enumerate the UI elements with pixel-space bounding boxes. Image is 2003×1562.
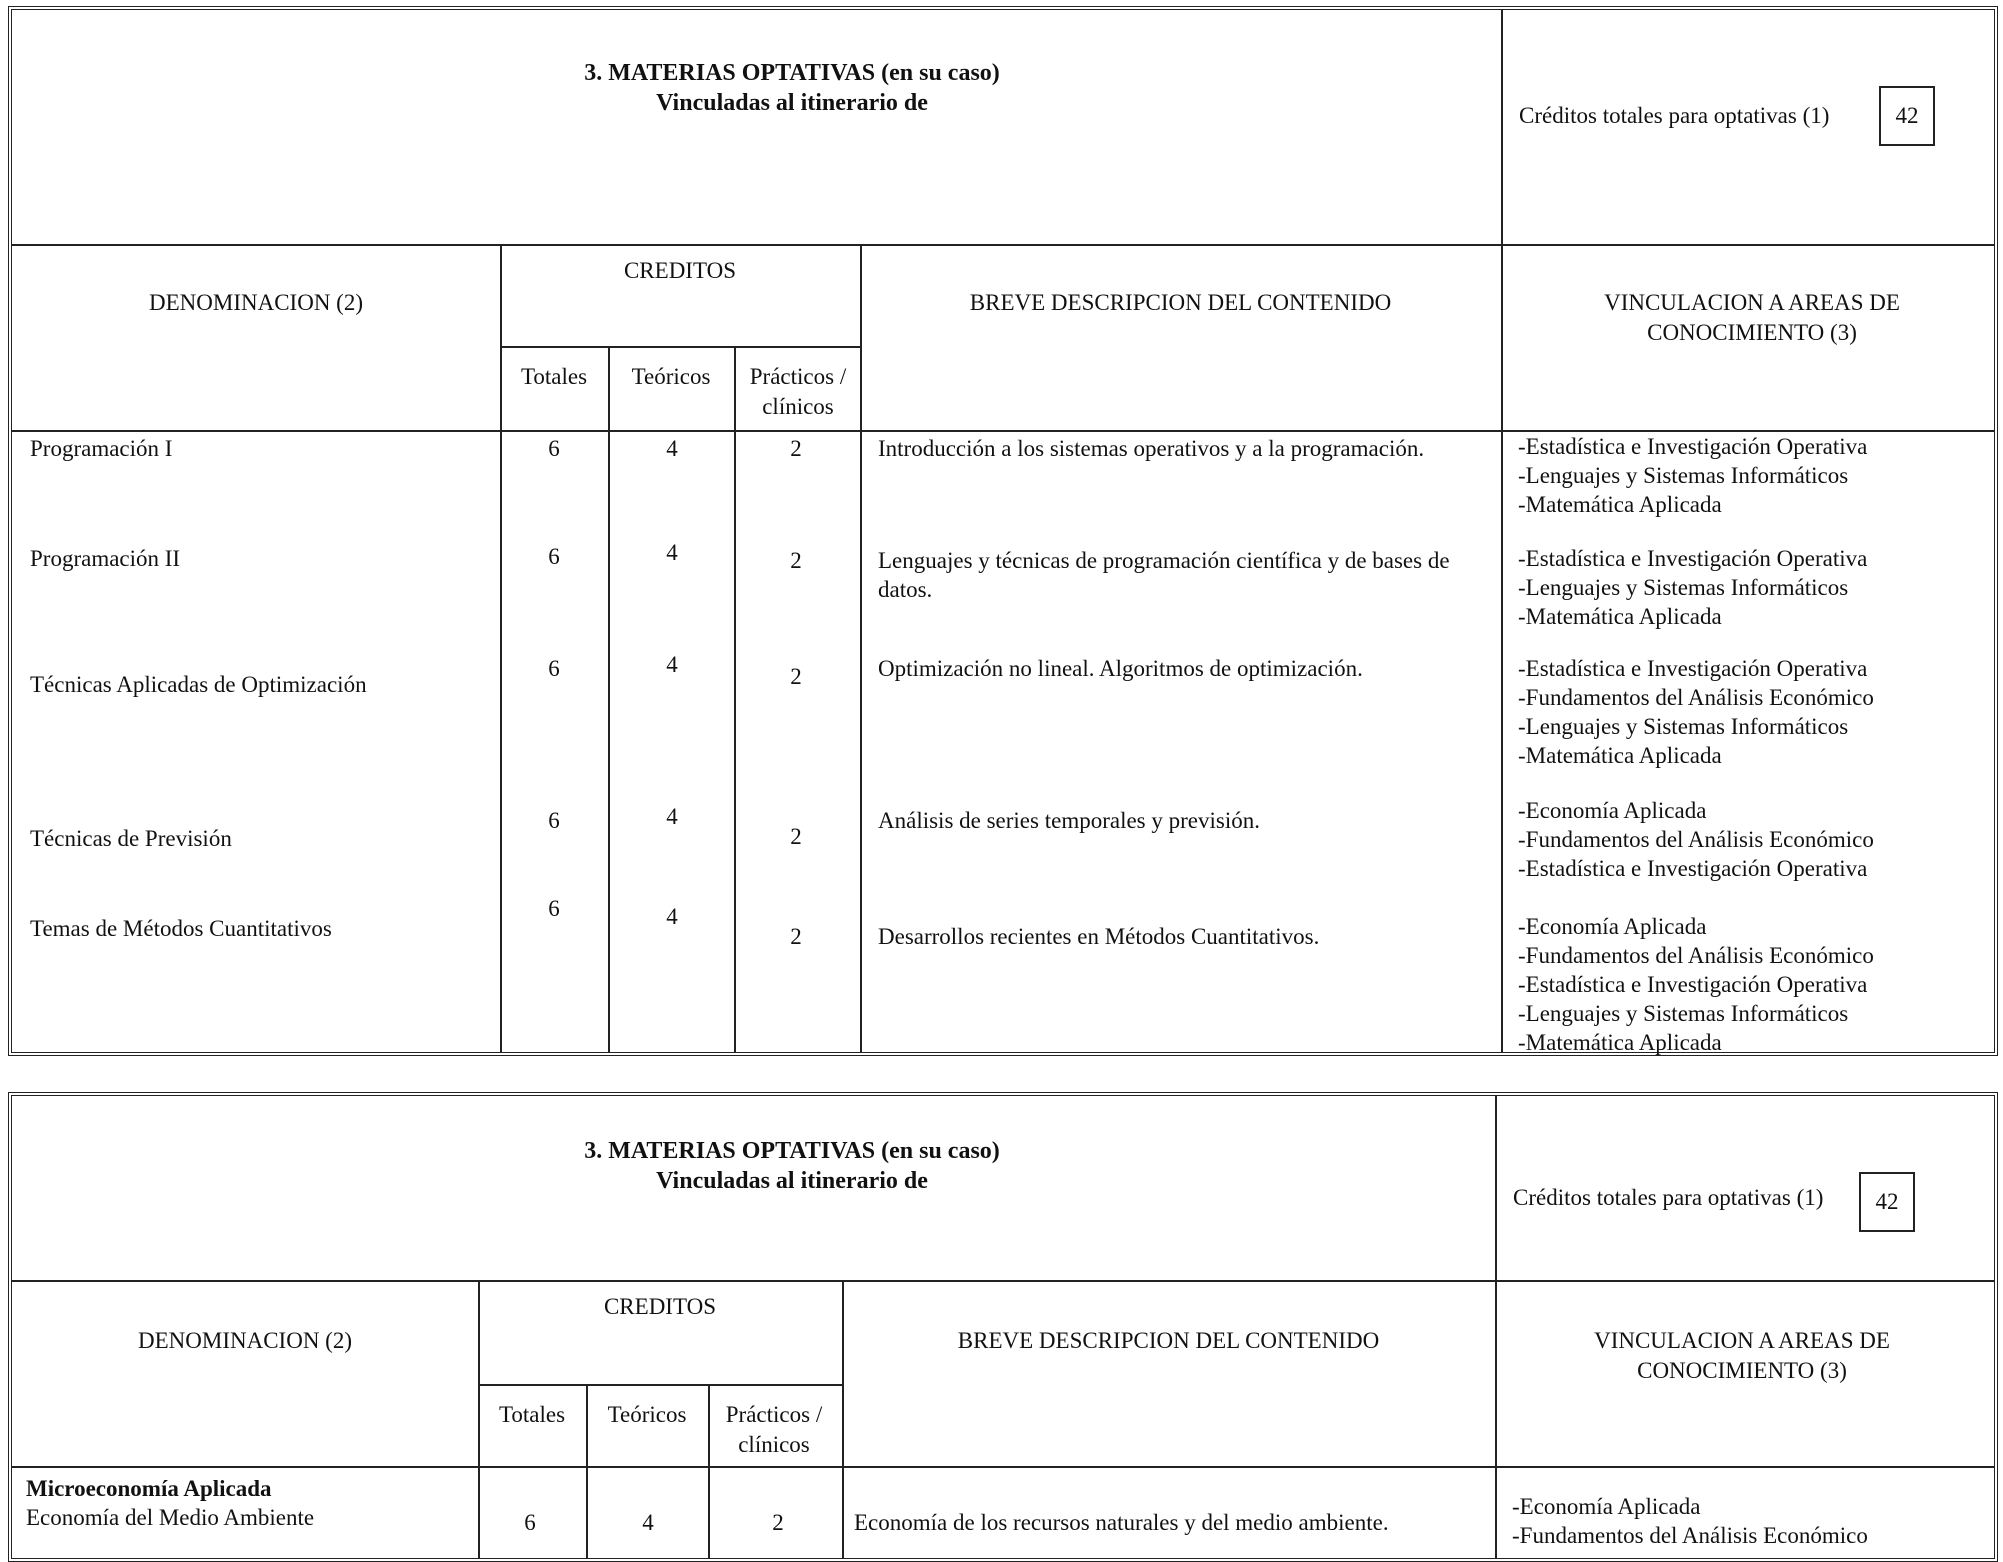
row-teoricos: 4 xyxy=(666,904,678,929)
credits-total-label: Créditos totales para optativas (1) xyxy=(1519,103,1830,128)
area-item: -Lenguajes y Sistemas Informáticos xyxy=(1518,575,1849,600)
col-divider xyxy=(608,346,610,1052)
table-title xyxy=(342,1136,1242,1196)
col-header-vinculacion: VINCULACION A AREAS DE CONOCIMIENTO (3) xyxy=(1604,290,1900,345)
col-header-denominacion: DENOMINACION (2) xyxy=(138,1328,352,1353)
row-areas xyxy=(1512,1492,1868,1550)
row-teoricos: 4 xyxy=(642,1510,654,1535)
row-name: Técnicas de Previsión xyxy=(30,826,232,851)
subtitle-text: Vinculadas al itinerario de xyxy=(656,90,928,116)
col-header-practicos: Prácticos / clínicos xyxy=(749,364,847,419)
area-item: -Matemática Aplicada xyxy=(1518,492,1722,517)
row-teoricos: 4 xyxy=(666,652,678,677)
area-item: -Estadística e Investigación Operativa xyxy=(1518,972,1868,997)
row-teoricos: 4 xyxy=(666,436,678,461)
col-header-teoricos: Teóricos xyxy=(607,1402,687,1427)
col-divider xyxy=(842,1280,844,1558)
table-materias-optativas-1 xyxy=(8,6,1998,1056)
col-header-creditos: CREDITOS xyxy=(603,1294,717,1319)
col-divider xyxy=(860,244,862,1052)
area-item: -Estadística e Investigación Operativa xyxy=(1518,546,1868,571)
row-descripcion: Lenguajes y técnicas de programación científica y de bases de datos. xyxy=(878,548,1450,602)
col-header-denominacion: DENOMINACION (2) xyxy=(149,290,363,315)
row-name: Técnicas Aplicadas de Optimización xyxy=(30,672,367,697)
title-text: 3. MATERIAS OPTATIVAS (en su caso) xyxy=(584,60,1000,86)
area-item: -Economía Aplicada xyxy=(1512,1494,1701,1519)
row-teoricos: 4 xyxy=(666,540,678,565)
row-group-name xyxy=(26,1474,314,1532)
area-item: -Fundamentos del Análisis Económico xyxy=(1512,1523,1868,1548)
credits-total-label: Créditos totales para optativas (1) xyxy=(1513,1185,1824,1210)
row-practicos: 2 xyxy=(790,824,802,849)
row-descripcion: Optimización no lineal. Algoritmos de optimización. xyxy=(878,656,1363,681)
col-divider xyxy=(708,1384,710,1558)
title-text: 3. MATERIAS OPTATIVAS (en su caso) xyxy=(584,1138,1000,1164)
area-item: -Estadística e Investigación Operativa xyxy=(1518,856,1868,881)
area-item: -Fundamentos del Análisis Económico xyxy=(1518,827,1874,852)
col-header-totales: Totales xyxy=(520,364,588,389)
col-header-descripcion: BREVE DESCRIPCION DEL CONTENIDO xyxy=(957,1328,1380,1353)
col-divider xyxy=(734,346,736,1052)
col-header-practicos: Prácticos / clínicos xyxy=(725,1402,823,1457)
table-title xyxy=(342,58,1242,118)
col-divider xyxy=(1501,244,1503,1052)
credits-total-cell xyxy=(1501,10,1994,244)
col-header-creditos: CREDITOS xyxy=(623,258,737,283)
row-areas xyxy=(1518,654,1874,770)
row-totales: 6 xyxy=(548,808,560,833)
row-totales: 6 xyxy=(524,1510,536,1535)
row-name: Economía del Medio Ambiente xyxy=(26,1505,315,1530)
area-item: -Matemática Aplicada xyxy=(1518,743,1722,768)
row-totales: 6 xyxy=(548,896,560,921)
creditos-subheader-line xyxy=(500,346,860,348)
area-item: -Lenguajes y Sistemas Informáticos xyxy=(1518,463,1849,488)
row-name: Programación I xyxy=(30,436,173,461)
area-item: -Lenguajes y Sistemas Informáticos xyxy=(1518,1001,1849,1026)
row-descripcion: Introducción a los sistemas operativos y a la programación. xyxy=(878,436,1425,461)
row-name: Temas de Métodos Cuantitativos xyxy=(30,916,332,941)
credits-total-value: 42 xyxy=(1879,86,1935,146)
area-item: -Lenguajes y Sistemas Informáticos xyxy=(1518,714,1849,739)
col-divider xyxy=(1495,1280,1497,1558)
table-header-section xyxy=(12,1096,1994,1282)
row-teoricos: 4 xyxy=(666,804,678,829)
row-areas xyxy=(1518,796,1874,883)
area-item: -Estadística e Investigación Operativa xyxy=(1518,656,1868,681)
row-practicos: 2 xyxy=(790,436,802,461)
row-totales: 6 xyxy=(548,656,560,681)
row-totales: 6 xyxy=(548,544,560,569)
row-descripcion: Análisis de series temporales y previsión. xyxy=(878,808,1260,833)
col-header-totales: Totales xyxy=(498,1402,566,1427)
row-areas xyxy=(1518,432,1867,519)
row-name: Programación II xyxy=(30,546,181,571)
area-item: -Economía Aplicada xyxy=(1518,914,1707,939)
row-group: Microeconomía Aplicada xyxy=(26,1476,272,1501)
creditos-subheader-line xyxy=(478,1384,842,1386)
area-item: -Estadística e Investigación Operativa xyxy=(1518,434,1868,459)
row-descripcion: Desarrollos recientes en Métodos Cuantitativos. xyxy=(878,924,1320,949)
area-item: -Fundamentos del Análisis Económico xyxy=(1518,685,1874,710)
area-item: -Economía Aplicada xyxy=(1518,798,1707,823)
row-practicos: 2 xyxy=(772,1510,784,1535)
row-descripcion: Economía de los recursos naturales y del medio ambiente. xyxy=(854,1510,1389,1535)
row-practicos: 2 xyxy=(790,548,802,573)
area-item: -Matemática Aplicada xyxy=(1518,604,1722,629)
row-areas xyxy=(1518,912,1874,1057)
table-materias-optativas-2 xyxy=(8,1092,1998,1562)
header-bottom-line xyxy=(12,1466,1994,1468)
area-item: -Fundamentos del Análisis Económico xyxy=(1518,943,1874,968)
row-areas xyxy=(1518,544,1867,631)
credits-total-value: 42 xyxy=(1859,1172,1915,1232)
row-practicos: 2 xyxy=(790,664,802,689)
credits-total-cell xyxy=(1495,1096,1994,1280)
col-header-descripcion: BREVE DESCRIPCION DEL CONTENIDO xyxy=(969,290,1392,315)
subtitle-text: Vinculadas al itinerario de xyxy=(656,1168,928,1194)
table-header-section xyxy=(12,10,1994,246)
col-header-vinculacion: VINCULACION A AREAS DE CONOCIMIENTO (3) xyxy=(1594,1328,1890,1383)
row-practicos: 2 xyxy=(790,924,802,949)
col-header-teoricos: Teóricos xyxy=(631,364,711,389)
row-totales: 6 xyxy=(548,436,560,461)
area-item: -Matemática Aplicada xyxy=(1518,1030,1722,1055)
